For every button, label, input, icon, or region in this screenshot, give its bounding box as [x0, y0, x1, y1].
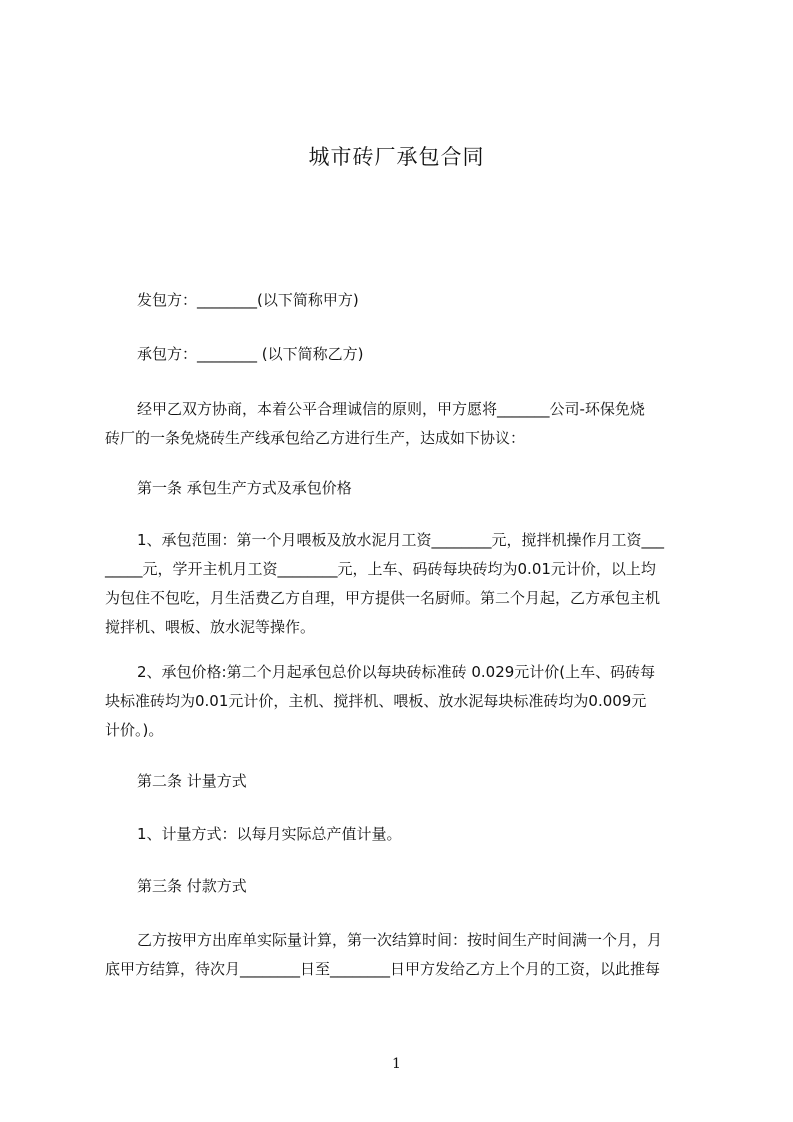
article-1-item-1 — [105, 526, 700, 642]
article-1-heading: 第一条 承包生产方式及承包价格 — [137, 479, 352, 497]
article-2-item-1: 1、计量方式：以每月实际总产值计量。 — [137, 825, 402, 843]
document-title: 城市砖厂承包合同 — [308, 145, 485, 169]
article-1-item-1-line-1: 1、承包范围：第一个月喂板及放水泥月工资________元，搅拌机操作月工资___ — [137, 531, 665, 549]
article-3-heading: 第三条 付款方式 — [137, 877, 247, 895]
article-3-body-line-1: 乙方按甲方出库单实际量计算，第一次结算时间：按时间生产时间满一个月，月 — [137, 931, 663, 949]
article-1-item-2-line-3: 计价。)。 — [105, 721, 164, 739]
article-1-item-2-line-2: 块标准砖均为0.01元计价，主机、搅拌机、喂板、放水泥每块标准砖均为0.009元 — [105, 692, 647, 710]
article-3-body-line-2: 底甲方结算，待次月________日至________日甲方发给乙方上个月的工资，以此推每 — [105, 960, 661, 978]
party-a-line: 发包方：________(以下简称甲方) — [137, 291, 359, 309]
intro-paragraph — [105, 395, 700, 453]
article-1-item-2-line-1: 2、承包价格:第二个月起承包总价以每块砖标准砖 0.029元计价(上车、码砖每 — [137, 663, 656, 681]
article-1-item-2 — [105, 658, 700, 745]
article-1-item-1-line-4: 搅拌机、喂板、放水泥等操作。 — [105, 618, 316, 636]
party-b-line: 承包方：________ (以下简称乙方) — [137, 345, 364, 363]
article-1-item-1-line-2: _____元，学开主机月工资________元，上车、码砖每块砖均为0.01元计价，以上均 — [105, 560, 656, 578]
intro-line-1: 经甲乙双方协商，本着公平合理诚信的原则，甲方愿将_______公司-环保免烧 — [137, 400, 645, 418]
page-number: 1 — [392, 1056, 401, 1072]
intro-line-2: 砖厂的一条免烧砖生产线承包给乙方进行生产，达成如下协议： — [105, 429, 526, 447]
article-2-heading: 第二条 计量方式 — [137, 772, 247, 790]
article-3-body — [105, 926, 700, 984]
article-1-item-1-line-3: 为包住不包吃，月生活费乙方自理，甲方提供一名厨师。第二个月起，乙方承包主机 — [105, 589, 661, 607]
